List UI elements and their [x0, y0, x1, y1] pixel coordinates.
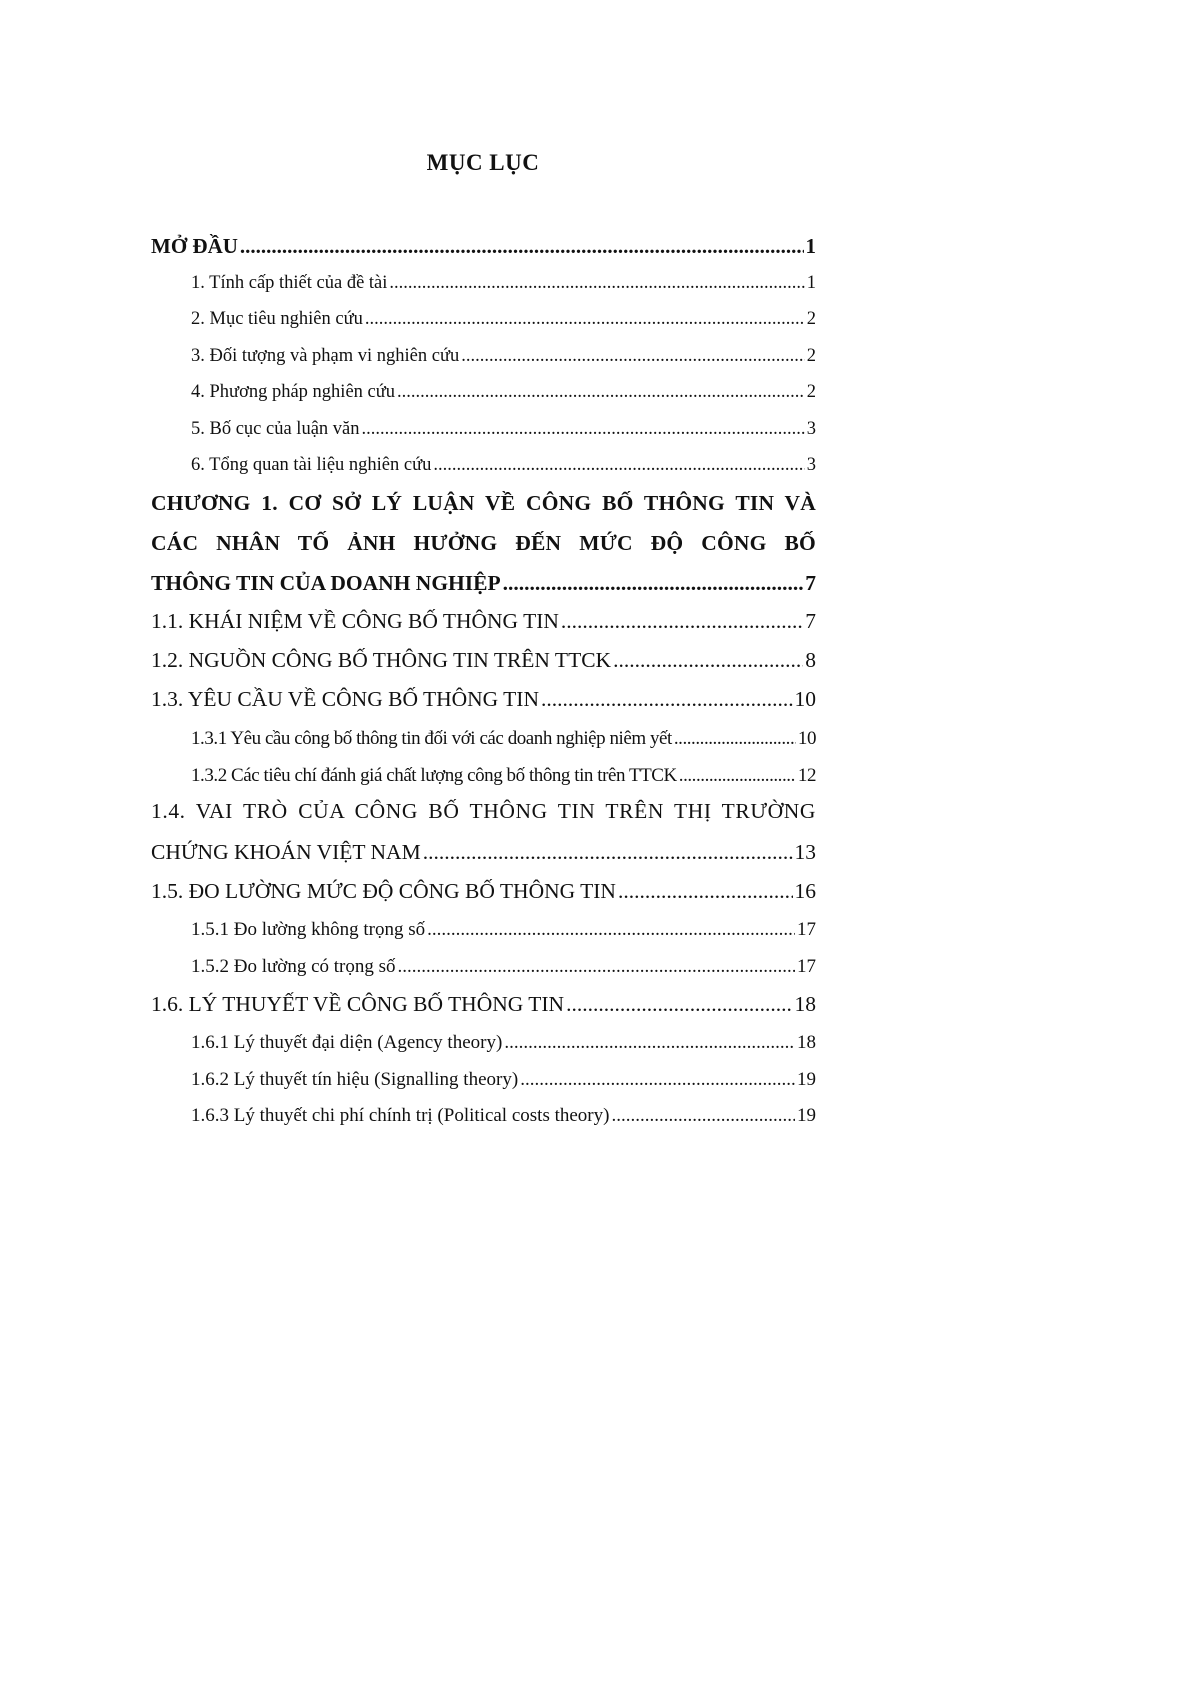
toc-page-number: 13 [794, 840, 816, 864]
toc-entry-1-5[interactable] [151, 879, 816, 904]
toc-label: 1.6. LÝ THUYẾT VỀ CÔNG BỐ THÔNG TIN [151, 992, 565, 1016]
toc-leader [679, 765, 796, 787]
toc-entry-1-6-3[interactable] [191, 1105, 816, 1127]
toc-page-number: 18 [797, 1032, 816, 1053]
toc-label: MỞ ĐẦU [151, 234, 238, 258]
toc-label: 1.6.1 Lý thuyết đại diện (Agency theory) [191, 1032, 503, 1053]
toc-label: 1.1. KHÁI NIỆM VỀ CÔNG BỐ THÔNG TIN [151, 609, 559, 633]
chapter-1-title-line-1[interactable]: CHƯƠNG 1. CƠ SỞ LÝ LUẬN VỀ CÔNG BỐ THÔNG TIN VÀ [151, 491, 816, 515]
toc-entry-1-2[interactable] [151, 648, 816, 673]
section-1-4-title-line-1[interactable]: 1.4. VAI TRÒ CỦA CÔNG BỐ THÔNG TIN TRÊN THỊ TRƯỜNG [151, 799, 816, 823]
toc-page-number: 8 [805, 648, 816, 672]
toc-leader [397, 382, 805, 403]
toc-label: THÔNG TIN CỦA DOANH NGHIỆP [151, 571, 501, 595]
toc-label: 1.5. ĐO LƯỜNG MỨC ĐỘ CÔNG BỐ THÔNG TIN [151, 879, 616, 903]
toc-entry-1-5-1[interactable] [191, 919, 816, 941]
toc-leader [561, 609, 803, 634]
toc-label: 1.5.2 Đo lường có trọng số [191, 956, 396, 977]
toc-label: 1.6.3 Lý thuyết chi phí chính trị (Political costs theory) [191, 1105, 610, 1126]
toc-entry-1-3-2[interactable] [191, 765, 816, 787]
toc-page-number: 3 [806, 419, 816, 439]
toc-page-number: 7 [805, 609, 816, 633]
toc-leader [503, 571, 804, 596]
toc-page-number: 2 [806, 309, 816, 329]
toc-page-number: 16 [794, 879, 816, 903]
toc-entry-1-3[interactable] [151, 687, 816, 712]
toc-leader [674, 728, 796, 750]
toc-page-number: 2 [806, 382, 816, 402]
toc-entry-1-6[interactable] [151, 992, 816, 1017]
toc-leader [613, 648, 803, 673]
toc-label: 1.6.2 Lý thuyết tín hiệu (Signalling theory) [191, 1069, 519, 1090]
toc-label: 3. Đối tượng và phạm vi nghiên cứu [191, 346, 460, 366]
toc-page-number: 10 [797, 728, 816, 749]
toc-page-number: 17 [797, 919, 816, 940]
toc-entry-intro-1[interactable] [191, 273, 816, 294]
toc-page-number: 17 [797, 956, 816, 977]
toc-leader [398, 956, 795, 978]
toc-entry-1-6-2[interactable] [191, 1069, 816, 1091]
toc-leader [389, 273, 804, 294]
toc-page-number: 19 [797, 1069, 816, 1090]
toc-label: 1.3.1 Yêu cầu công bố thông tin đối với các doanh nghiệp niêm yết [191, 728, 672, 749]
toc-label: 2. Mục tiêu nghiên cứu [191, 309, 363, 329]
toc-page-number: 12 [797, 765, 816, 786]
toc-page-number: 7 [805, 571, 816, 595]
toc-entry-intro-2[interactable] [191, 309, 816, 330]
toc-entry-intro[interactable] [151, 234, 816, 259]
toc-entry-1-3-1[interactable] [191, 728, 816, 750]
toc-label: 5. Bố cục của luận văn [191, 419, 360, 439]
toc-label: 1. Tính cấp thiết của đề tài [191, 273, 388, 293]
toc-leader [566, 992, 792, 1017]
toc-entry-intro-5[interactable] [191, 419, 816, 440]
toc-page-number: 3 [806, 455, 816, 475]
toc-leader [541, 687, 793, 712]
toc-label: 1.2. NGUỒN CÔNG BỐ THÔNG TIN TRÊN TTCK [151, 648, 612, 672]
toc-page-number: 18 [794, 992, 816, 1016]
toc-entry-intro-6[interactable] [191, 455, 816, 476]
toc-leader [365, 309, 805, 330]
toc-leader [618, 879, 793, 904]
toc-entry-intro-3[interactable] [191, 346, 816, 367]
toc-leader [461, 346, 805, 367]
toc-entry-1-1[interactable] [151, 609, 816, 634]
toc-leader [611, 1105, 795, 1127]
toc-leader [362, 419, 805, 440]
toc-entry-chapter-1[interactable] [151, 571, 816, 596]
toc-label: 4. Phương pháp nghiên cứu [191, 382, 396, 402]
toc-leader [433, 455, 804, 476]
toc-entry-1-4[interactable] [151, 840, 816, 865]
toc-page-number: 1 [805, 234, 816, 258]
toc-entry-intro-4[interactable] [191, 382, 816, 403]
toc-label: 1.3. YÊU CẦU VỀ CÔNG BỐ THÔNG TIN [151, 687, 539, 711]
toc-leader [520, 1069, 795, 1091]
toc-page-number: 19 [797, 1105, 816, 1126]
page-title: MỤC LỤC [426, 150, 540, 175]
toc-label: 6. Tổng quan tài liệu nghiên cứu [191, 455, 432, 475]
toc-leader [423, 840, 793, 865]
toc-label: 1.5.1 Đo lường không trọng số [191, 919, 426, 940]
toc-leader [240, 234, 804, 259]
toc-page-number: 1 [806, 273, 816, 293]
chapter-1-title-line-2[interactable]: CÁC NHÂN TỐ ẢNH HƯỞNG ĐẾN MỨC ĐỘ CÔNG BỐ [151, 531, 816, 555]
toc-entry-1-5-2[interactable] [191, 956, 816, 978]
toc-page-number: 10 [794, 687, 816, 711]
toc-leader [427, 919, 795, 941]
toc-entry-1-6-1[interactable] [191, 1032, 816, 1054]
toc-leader [504, 1032, 795, 1054]
toc-label: CHỨNG KHOÁN VIỆT NAM [151, 840, 421, 864]
toc-label: 1.3.2 Các tiêu chí đánh giá chất lượng công bố thông tin trên TTCK [191, 765, 677, 786]
toc-page-number: 2 [806, 346, 816, 366]
